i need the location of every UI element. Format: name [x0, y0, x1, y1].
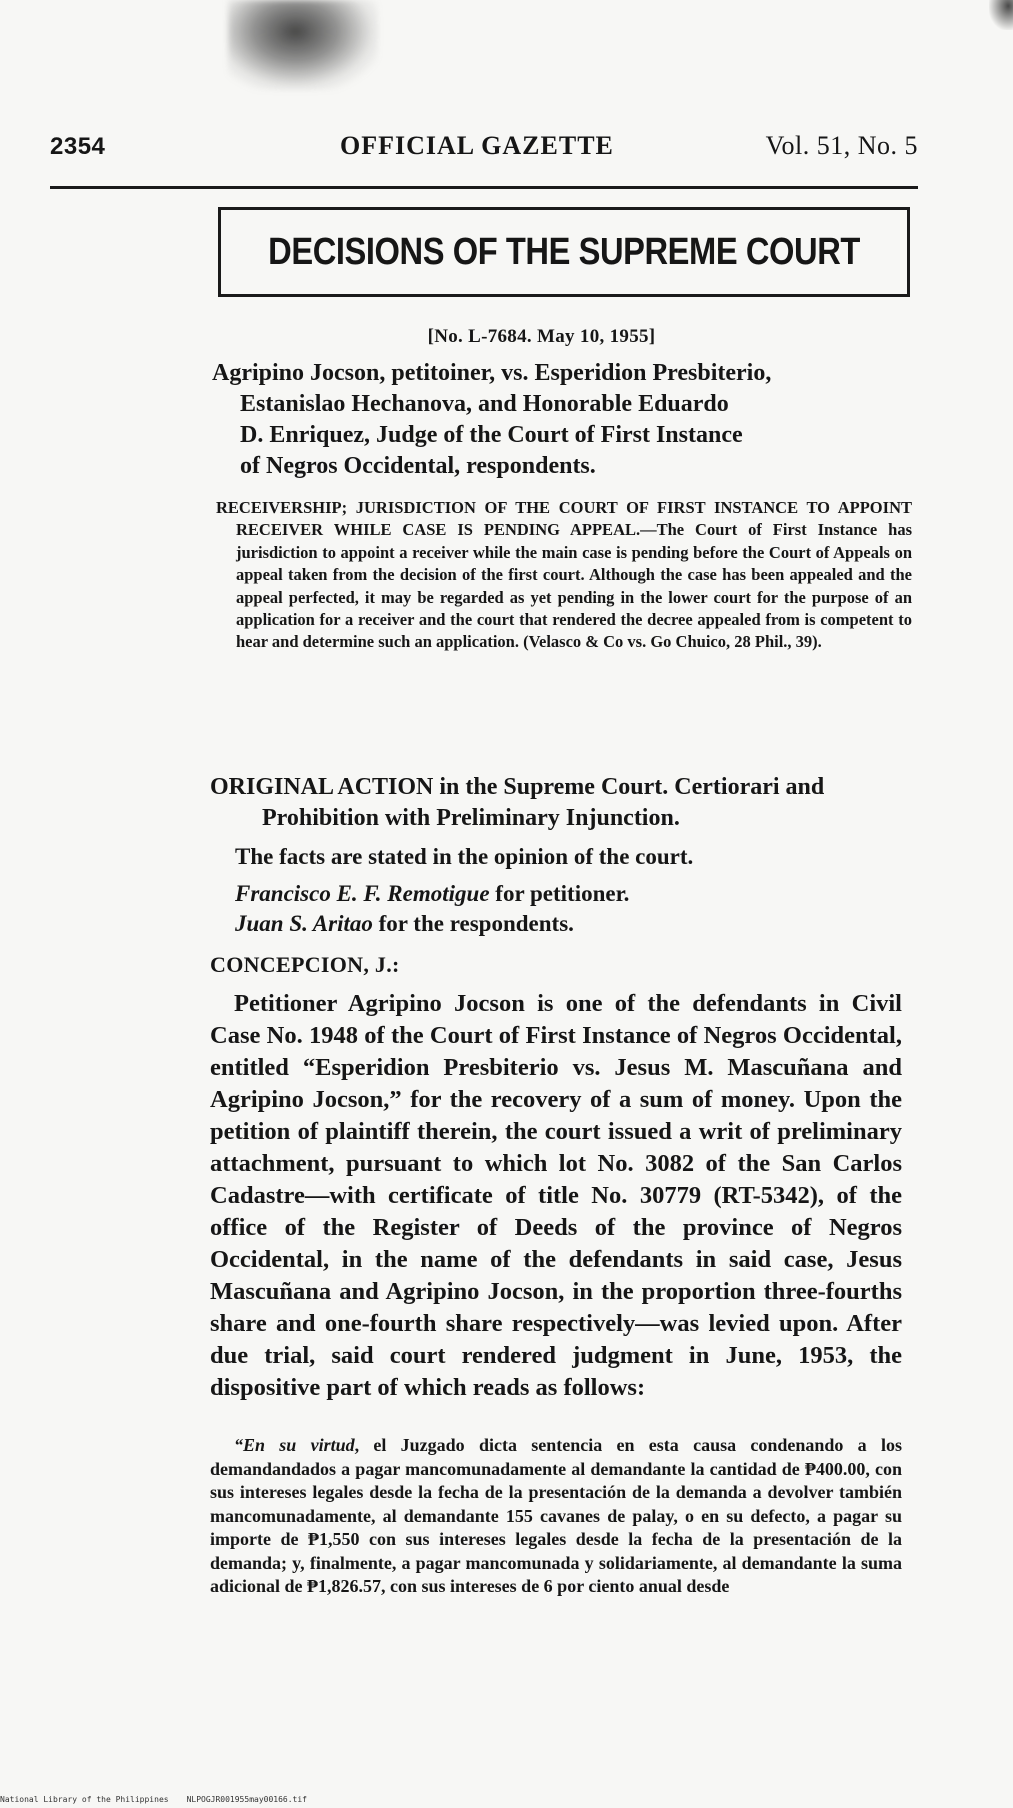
quoted-judgment — [210, 1434, 902, 1599]
footer-file: NLPOGJR001955may00166.tif — [186, 1795, 307, 1804]
volume-number: Vol. 51, No. 5 — [765, 131, 918, 160]
parties-line: Estanislao Hechanova, and Honorable Eduardo — [240, 391, 729, 417]
header-rule — [50, 186, 918, 189]
counsel-respondents — [235, 911, 574, 937]
counsel-role: for the respondents. — [372, 911, 574, 936]
opinion-paragraph: Petitioner Agripino Jocson is one of the defendants in Civil Case No. 1948 of the Court of First Instance of Negros Occidental, entitled “Esperidion Presbiterio vs. Jesus M. Mascuñana and Agripino Jocson,” for the recovery of a sum of money. Upon the petition of plaintiff therein, the court issued a writ of preliminary attachment, pursuant to which lot No. 3082 of the San Carlos Cadastre—with certificate of title No. 30779 (RT-5342), of the office of the Register of Deeds of the province of Negros Occidental, in the name of the defendants in said case, Jesus Mascuñana and Agripino Jocson, in the proportion three-fourths share and one-fourth share respectively—was levied upon. After due trial, said court rendered judgment in June, 1953, the dispositive part of which reads as follows: — [210, 990, 902, 1401]
case-number: [No. L-7684. May 10, 1955] — [427, 326, 656, 347]
counsel-name: Francisco E. F. Remotigue — [235, 881, 490, 906]
quote-lead: “En su virtud — [234, 1435, 355, 1455]
counsel-petitioner — [235, 881, 629, 907]
facts-note: The facts are stated in the opinion of the court. — [235, 844, 694, 869]
quote-text: , el Juzgado dicta sentencia en esta causa condenando a los demandandados a pagar mancomunadamente al demandante la cantidad de ₱400.00, con sus intereses legales desde la fecha de la presentación de la demanda a devolver también mancomunadamente, al demandante 155 cavanes de palay, o en su defecto, a pagar su importe de ₱1,550 con sus intereses legales desde la fecha de la presentación de la demanda; y, finalmente, a pagar mancomunada y solidariamente, al demandante la suma adicional de ₱1,826.57, con sus intereses de 6 por ciento anual desde — [210, 1435, 902, 1596]
footer-library: National Library of the Philippines — [0, 1795, 169, 1804]
ponente: CONCEPCION, J.: — [210, 952, 400, 977]
ink-smudge — [228, 0, 378, 90]
ink-smudge-corner — [989, 0, 1013, 30]
section-title: DECISIONS OF THE SUPREME COURT — [268, 230, 860, 273]
section-title-box — [218, 207, 910, 297]
gazette-title: OFFICIAL GAZETTE — [340, 131, 614, 160]
page-number: 2354 — [50, 133, 106, 160]
page-header — [50, 131, 918, 171]
scan-footer — [0, 1795, 320, 1804]
case-parties — [212, 358, 912, 482]
counsel-role: for petitioner. — [489, 881, 630, 906]
parties-line: Agripino Jocson, petitoiner, vs. Esperidion Presbiterio, — [212, 360, 772, 386]
parties-line: of Negros Occidental, respondents. — [240, 453, 596, 479]
original-action: ORIGINAL ACTION in the Supreme Court. Certiorari and Prohibition with Preliminary Injunction. — [210, 774, 825, 831]
counsel-name: Juan S. Aritao — [235, 911, 373, 936]
parties-line: D. Enriquez, Judge of the Court of First Instance — [240, 422, 743, 448]
syllabus-paragraph: RECEIVERSHIP; JURISDICTION OF THE COURT OF FIRST INSTANCE TO APPOINT RECEIVER WHILE CASE IS PENDING APPEAL.—The Court of First Instance has jurisdiction to appoint a receiver while the main case is pending before the Court of Appeals on appeal taken from the decision of the first court. Although the case has been appealed and the appeal perfected, it may be regarded as yet pending in the lower court for the purpose of an application for a receiver and the court that rendered the decree appealed from is competent to hear and determine such an application. (Velasco & Co vs. Go Chuico, 28 Phil., 39). — [216, 498, 912, 652]
